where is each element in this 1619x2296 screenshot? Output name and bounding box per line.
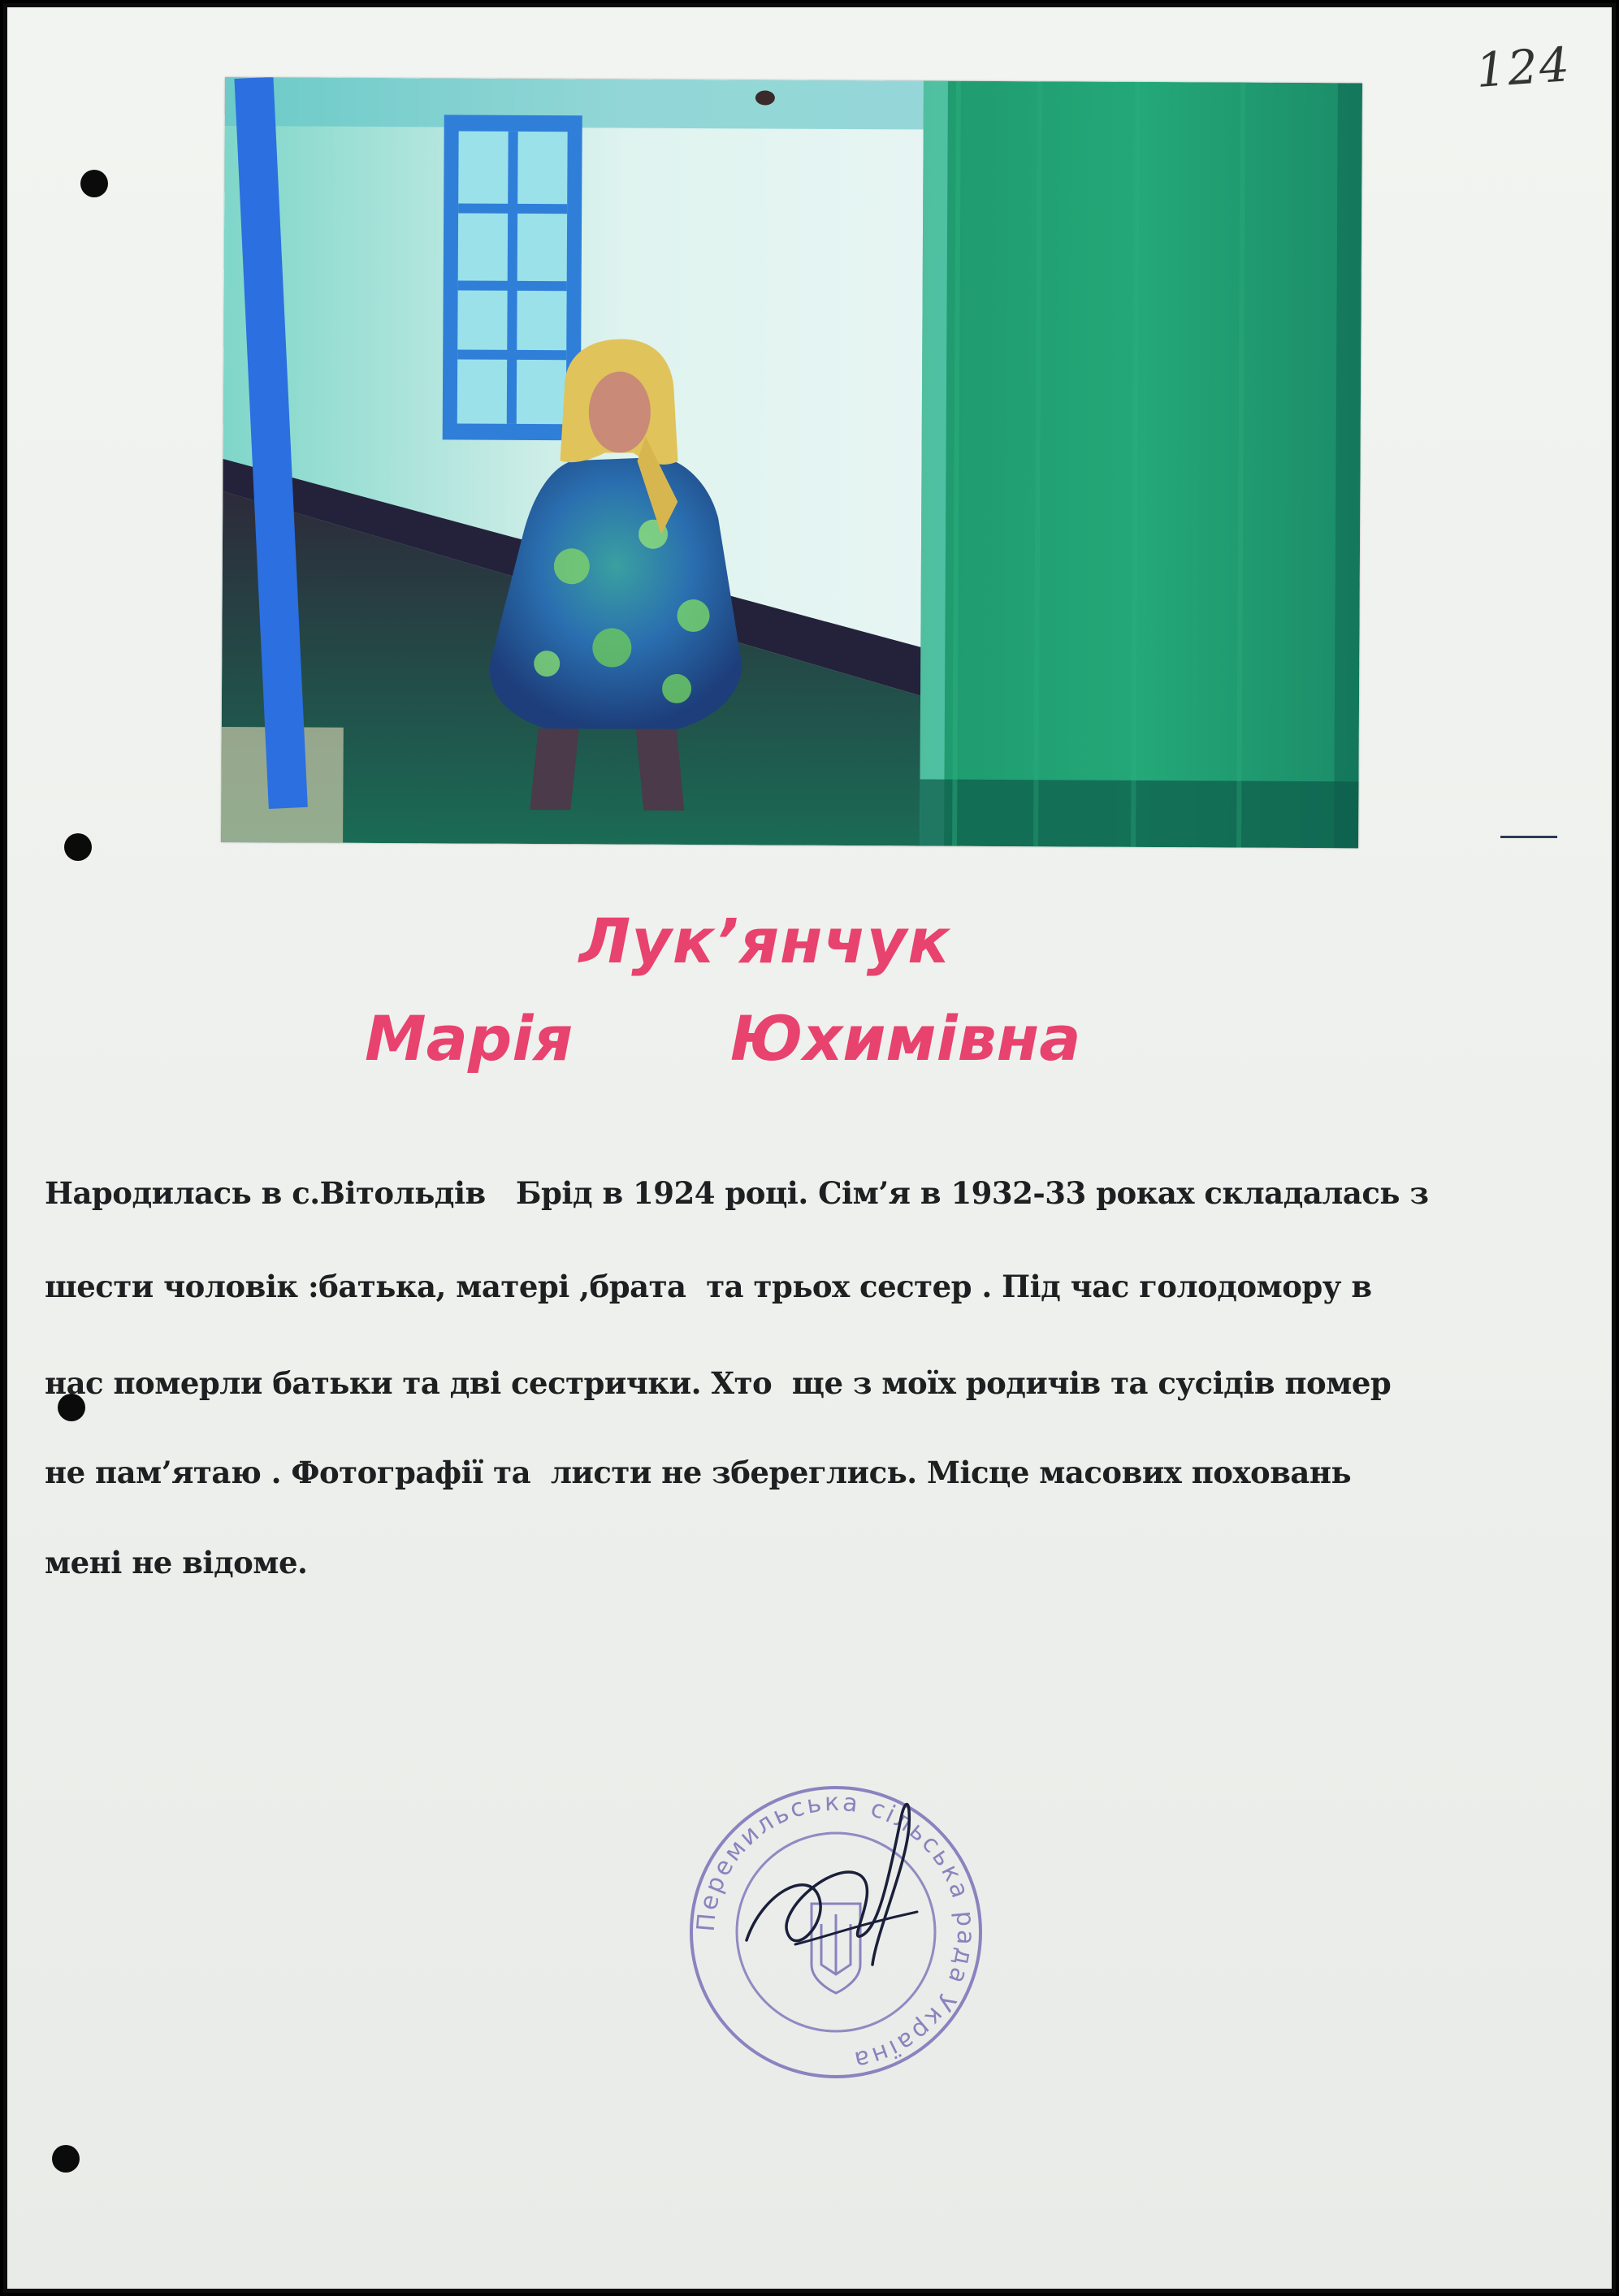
person-first-name: Марія (365, 1002, 574, 1074)
body-line-5: мені не відоме. (45, 1545, 308, 1580)
stamp-ring-text: Перемильська сільська рада Україна (691, 1788, 980, 2075)
body-line-1: Народилась в с.Вітольдів Брід в 1924 році. Сім’я в 1932-33 роках складалась з (45, 1175, 1429, 1211)
body-line-4: не пам’ятаю . Фотографії та листи не збереглись. Місце масових поховань (45, 1455, 1352, 1490)
margin-mark (1500, 836, 1557, 838)
official-stamp (673, 1770, 998, 2095)
punch-hole-top (80, 170, 108, 197)
body-line-2: шести чоловік :батька, матері ,брата та трьох сестер . Під час голодомору в (45, 1269, 1372, 1304)
person-surname: Лук’янчук (579, 905, 950, 977)
document-page (3, 3, 1616, 2293)
punch-hole-bottom (52, 2145, 80, 2173)
portrait-photo (221, 77, 1362, 848)
page-number: 124 (1474, 37, 1573, 98)
punch-hole-upper-middle (64, 833, 92, 861)
body-line-3: нас померли батьки та дві сестрички. Хто ще з моїх родичів та сусідів помер (45, 1365, 1392, 1401)
photo-illustration (221, 77, 1362, 848)
person-patronymic: Юхимівна (730, 1002, 1081, 1074)
